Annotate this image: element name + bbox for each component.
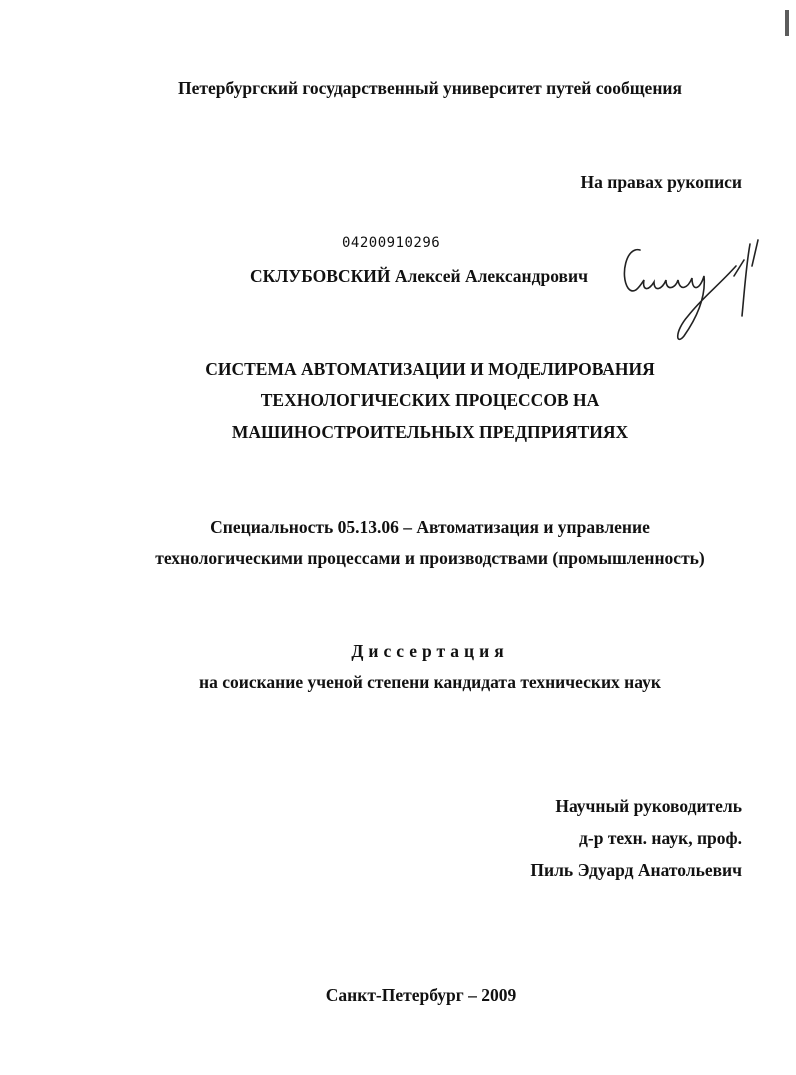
author-signature xyxy=(618,236,768,346)
title-line-1: СИСТЕМА АВТОМАТИЗАЦИИ И МОДЕЛИРОВАНИЯ xyxy=(205,359,655,379)
registration-number: 04200910296 xyxy=(342,235,441,251)
document-type: Диссертация xyxy=(351,641,509,661)
specialty-line-2: технологическими процессами и производствами (промышленность) xyxy=(155,548,705,568)
supervisor-role: Научный руководитель xyxy=(555,796,742,816)
title-line-3: МАШИНОСТРОИТЕЛЬНЫХ ПРЕДПРИЯТИЯХ xyxy=(231,422,629,442)
supervisor-degree: д-р техн. наук, проф. xyxy=(579,828,742,848)
institution: Петербургский государственный университет путей сообщения xyxy=(178,78,682,98)
degree-line: на соискание ученой степени кандидата технических наук xyxy=(199,672,661,692)
title-line-2: ТЕХНОЛОГИЧЕСКИХ ПРОЦЕССОВ НА xyxy=(260,390,600,410)
scan-mark xyxy=(785,10,789,36)
manuscript-note: На правах рукописи xyxy=(580,172,742,192)
supervisor-name: Пиль Эдуард Анатольевич xyxy=(530,860,742,880)
city-year: Санкт-Петербург – 2009 xyxy=(325,985,517,1005)
author-name: СКЛУБОВСКИЙ Алексей Александрович xyxy=(250,266,588,286)
specialty-line-1: Специальность 05.13.06 – Автоматизация и управление xyxy=(210,517,650,537)
